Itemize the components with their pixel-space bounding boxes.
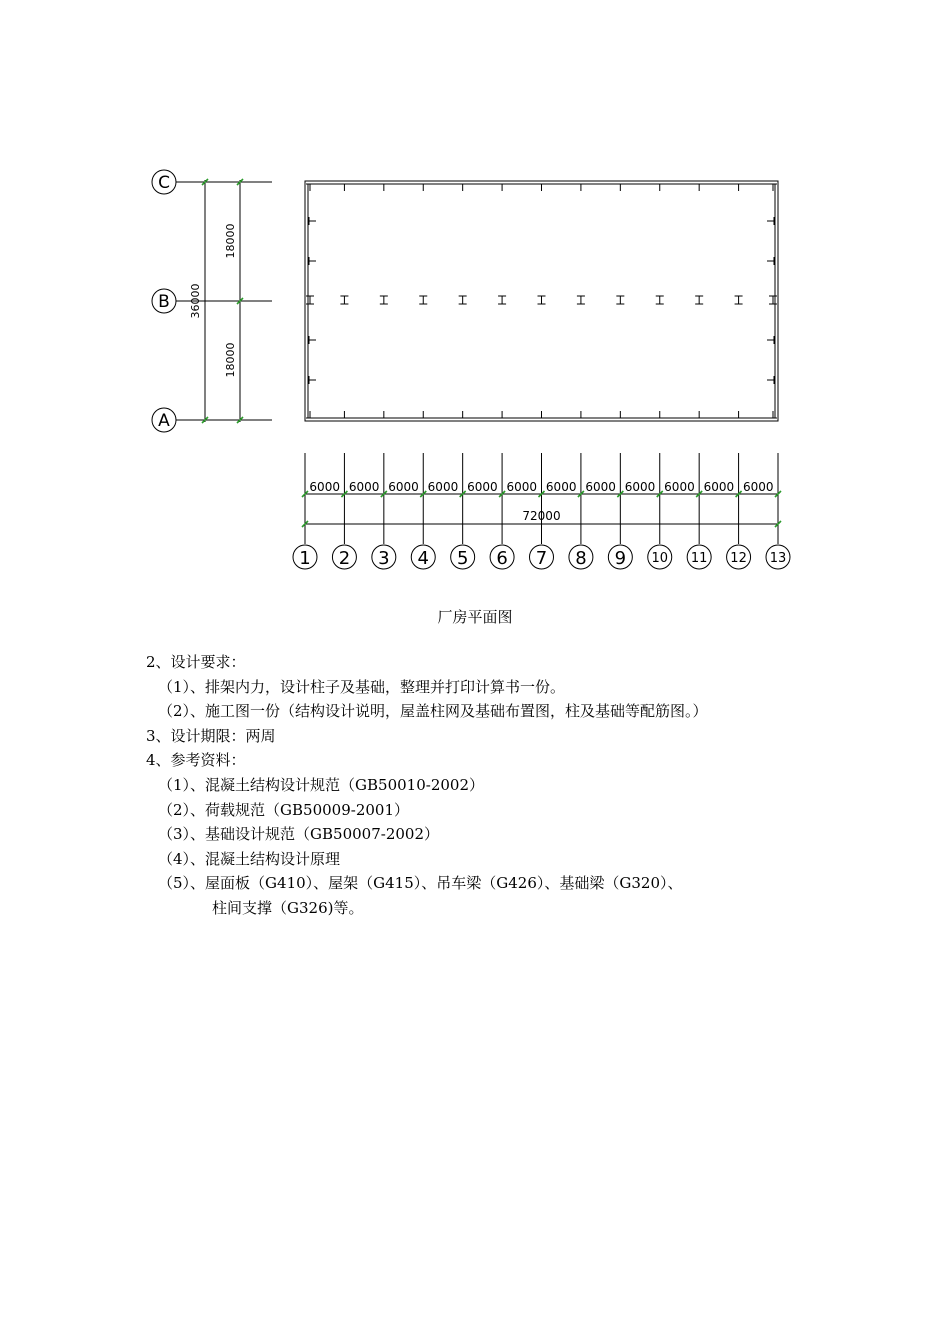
requirement-item: （2）、施工图一份（结构设计说明，屋盖柱网及基础布置图，柱及基础等配筋图。） xyxy=(158,702,708,721)
column-dimension-label: 6000 xyxy=(743,480,774,494)
factory-plan-drawing xyxy=(0,0,950,600)
document-body xyxy=(146,650,708,921)
column-dimension-label: 6000 xyxy=(309,480,340,494)
column-marker xyxy=(340,184,348,191)
column-dimension-label: 6000 xyxy=(664,480,695,494)
column-marker xyxy=(498,184,506,191)
reference-item: （3）、基础设计规范（GB50007-2002） xyxy=(158,825,440,844)
column-axis-label: 3 xyxy=(378,548,390,569)
column-marker xyxy=(577,184,585,191)
column-marker xyxy=(309,376,316,384)
column-marker xyxy=(538,411,546,418)
column-marker xyxy=(498,411,506,418)
column-axis-label: 5 xyxy=(456,548,469,569)
column-marker xyxy=(577,296,585,304)
axis-label: C xyxy=(158,173,170,193)
axis-label: A xyxy=(158,411,170,431)
column-marker xyxy=(309,336,316,344)
column-marker xyxy=(538,296,546,304)
column-axis-label: 8 xyxy=(575,548,587,569)
design-period: 3、设计期限：两周 xyxy=(146,726,276,745)
column-marker xyxy=(769,296,777,304)
row-axes xyxy=(152,170,272,432)
column-marker xyxy=(340,411,348,418)
column-axis-label: 7 xyxy=(535,548,548,569)
column-marker xyxy=(616,296,624,304)
row-dimension-label: 18000 xyxy=(224,342,237,378)
column-axis-label: 6 xyxy=(496,548,508,569)
column-marker xyxy=(380,411,388,418)
column-axis-label: 2 xyxy=(338,548,351,569)
requirement-item: （1）、排架内力，设计柱子及基础，整理并打印计算书一份。 xyxy=(158,677,566,696)
column-axis-label: 12 xyxy=(730,551,747,566)
column-dimension-label: 6000 xyxy=(545,480,577,494)
row-dimension-label: 18000 xyxy=(224,223,237,259)
column-marker xyxy=(695,411,703,418)
column-marker xyxy=(459,411,467,418)
column-marker xyxy=(767,336,774,344)
column-marker xyxy=(735,296,743,304)
column-marker xyxy=(769,411,777,418)
column-marker xyxy=(577,411,585,418)
column-marker xyxy=(380,184,388,191)
column-axis-label: 9 xyxy=(614,548,627,569)
column-marker xyxy=(769,184,777,191)
column-marker xyxy=(309,217,316,225)
requirements-heading: 2、设计要求： xyxy=(146,653,246,671)
reference-item-continuation: 柱间支撑（G326)等。 xyxy=(212,898,364,917)
column-axis-label: 11 xyxy=(690,551,708,566)
column-marker xyxy=(306,296,314,304)
column-dimension-label: 6000 xyxy=(585,480,616,494)
column-dimension-label: 6000 xyxy=(388,480,419,494)
column-markers xyxy=(306,184,777,418)
column-marker xyxy=(735,411,743,418)
column-marker xyxy=(656,411,664,418)
column-marker xyxy=(656,184,664,191)
column-marker xyxy=(767,257,774,265)
column-marker xyxy=(306,411,314,418)
column-marker xyxy=(419,296,427,304)
column-marker xyxy=(498,296,506,304)
reference-item: （5）、屋面板（G410）、屋架（G415）、吊车梁（G426）、基础梁（G320）、 xyxy=(158,874,683,893)
reference-item: （2）、荷载规范（GB50009-2001） xyxy=(158,800,410,819)
column-dimension-label: 6000 xyxy=(506,480,538,494)
column-marker xyxy=(735,184,743,191)
column-marker xyxy=(695,296,703,304)
column-marker xyxy=(380,296,388,304)
column-dimension-label: 6000 xyxy=(624,480,656,494)
column-marker xyxy=(767,376,774,384)
column-dimension-label: 6000 xyxy=(348,480,380,494)
column-marker xyxy=(538,184,546,191)
row-total-label: 36000 xyxy=(189,283,202,319)
column-marker xyxy=(695,184,703,191)
figure-caption: 厂房平面图 xyxy=(437,608,513,626)
column-marker xyxy=(767,217,774,225)
column-marker xyxy=(309,257,316,265)
column-dimension-label: 6000 xyxy=(703,480,735,494)
column-axis-label: 1 xyxy=(299,548,311,569)
reference-item: （1）、混凝土结构设计规范（GB50010-2002） xyxy=(158,775,485,794)
column-axis-label: 13 xyxy=(769,551,787,566)
column-marker xyxy=(616,184,624,191)
column-total-label: 72000 xyxy=(522,509,561,523)
column-marker xyxy=(459,184,467,191)
column-dimension-label: 6000 xyxy=(427,480,459,494)
column-marker xyxy=(306,184,314,191)
axis-label: B xyxy=(158,292,170,312)
column-axis-label: 10 xyxy=(651,551,669,566)
column-marker xyxy=(419,184,427,191)
column-dimension-label: 6000 xyxy=(467,480,498,494)
column-dimension-chain xyxy=(293,453,790,569)
references-heading: 4、参考资料： xyxy=(146,751,246,770)
reference-item: （4）、混凝土结构设计原理 xyxy=(158,849,341,868)
column-marker xyxy=(419,411,427,418)
column-marker xyxy=(459,296,467,304)
column-marker xyxy=(616,411,624,418)
column-axis-label: 4 xyxy=(417,548,429,569)
column-marker xyxy=(340,296,348,304)
column-marker xyxy=(656,296,664,304)
